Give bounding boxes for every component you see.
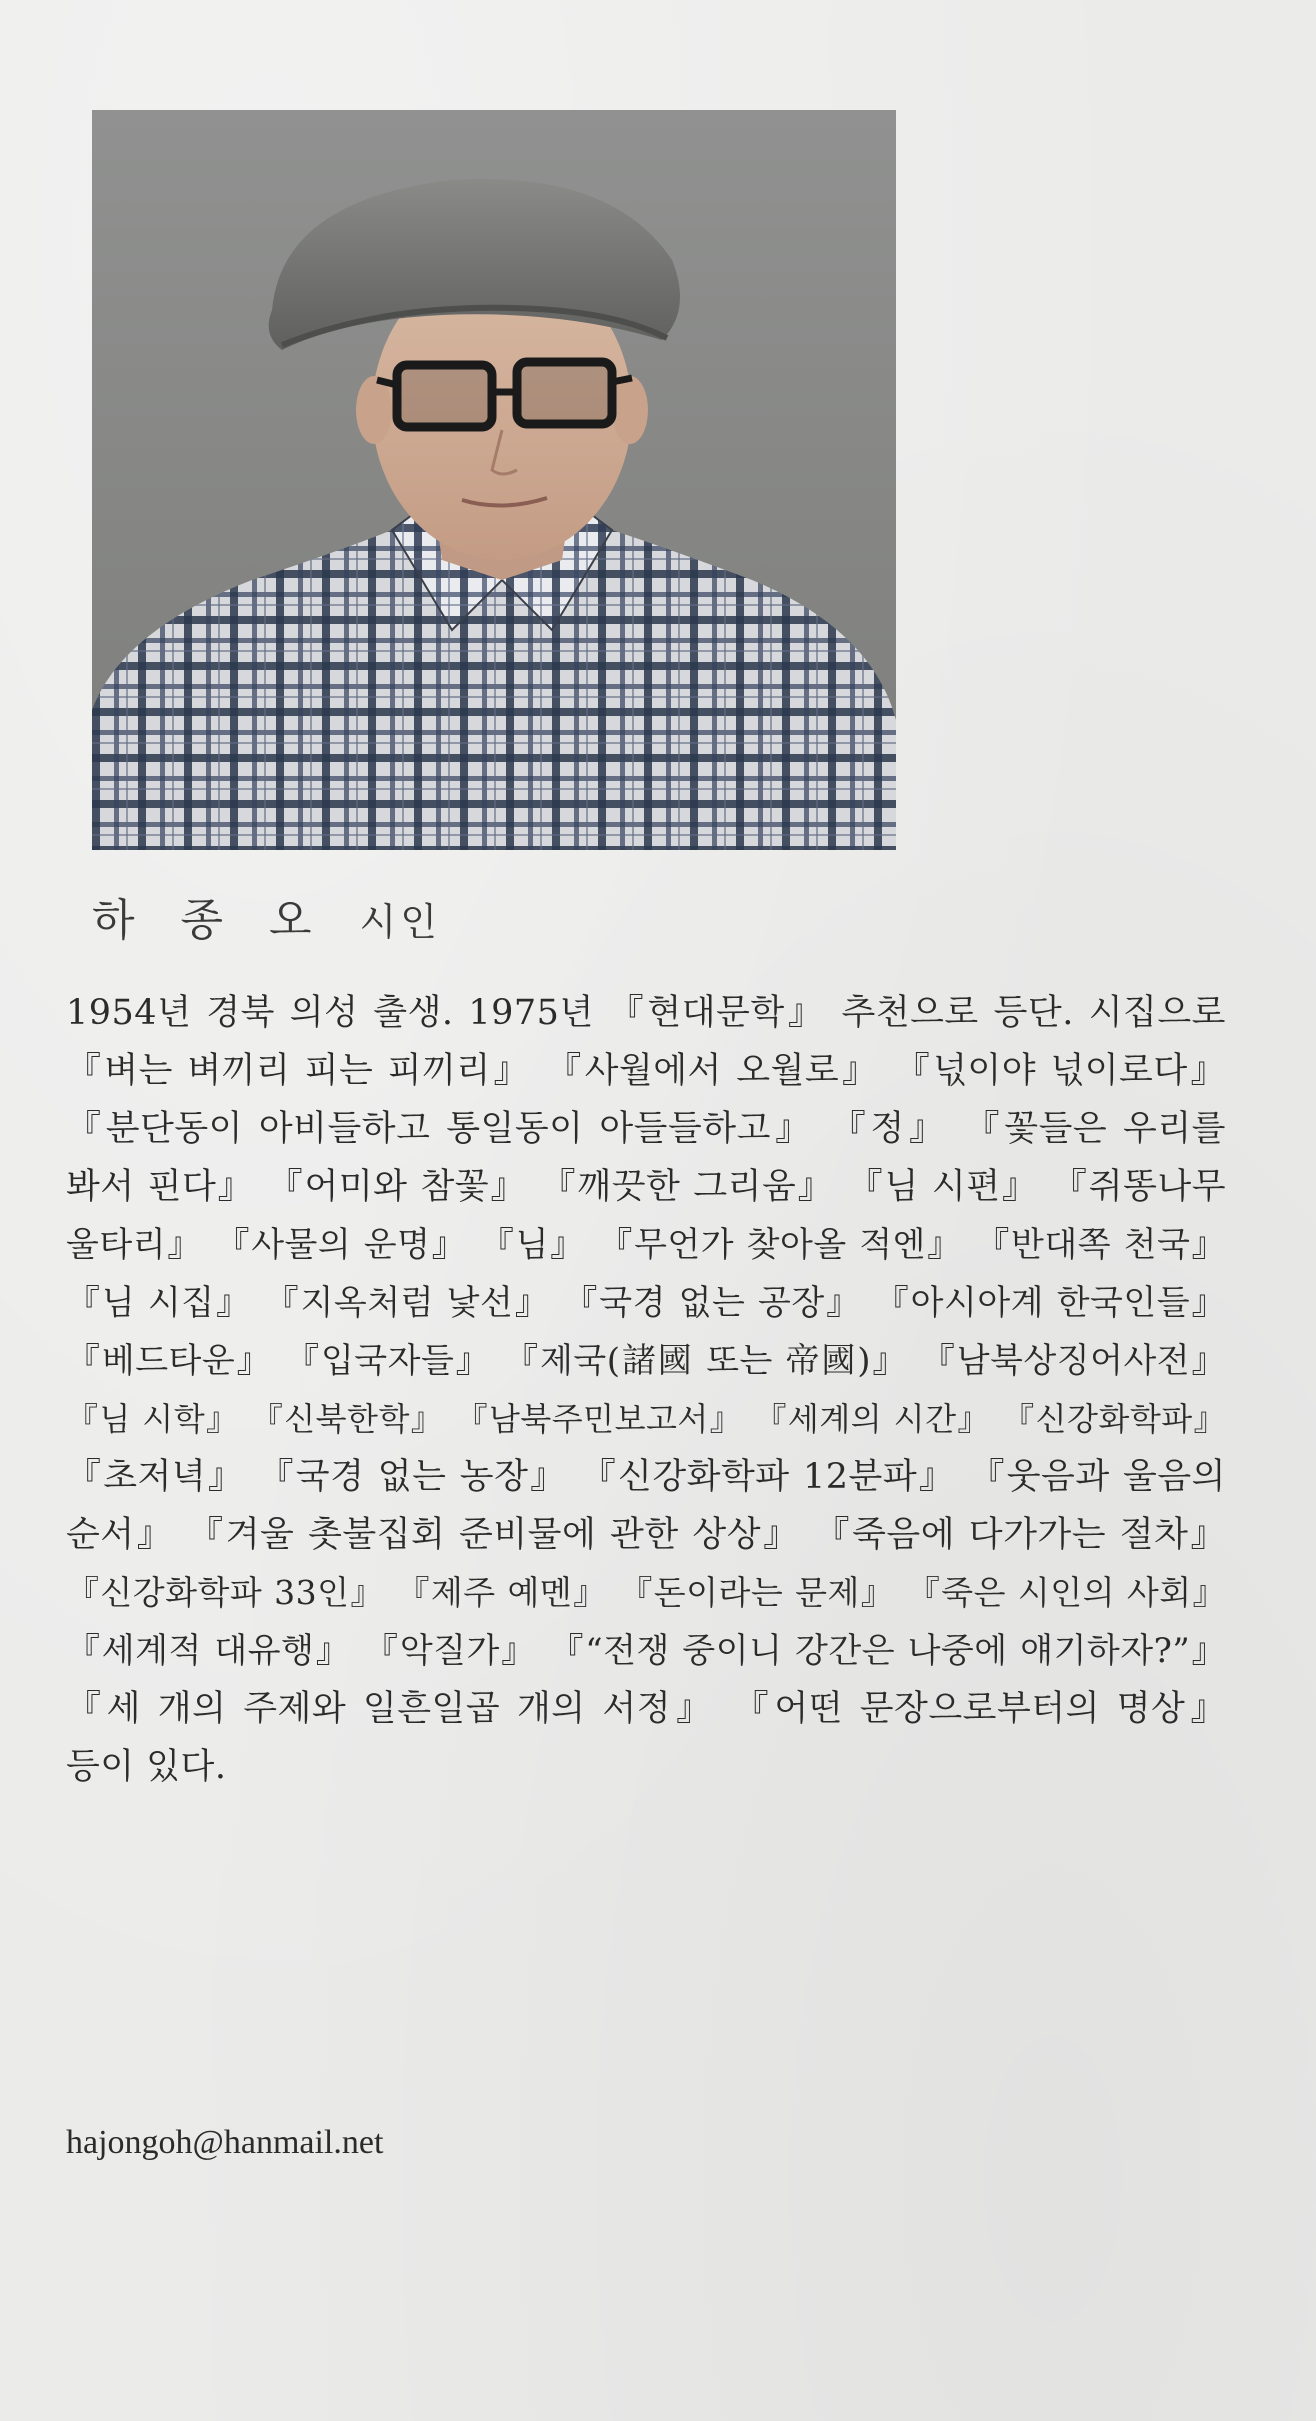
- bio-line: 1954년 경북 의성 출생. 1975년 『현대문학』 추천으로 등단. 시집으로: [66, 993, 1226, 1033]
- author-photo: [92, 110, 896, 850]
- bio-line: 『님 시학』 『신북한학』 『남북주민보고서』 『세계의 시간』 『신강화학파』: [66, 1400, 1226, 1438]
- author-email: hajongoh@hanmail.net: [66, 2124, 384, 2161]
- author-name: 하 종 오: [92, 895, 328, 946]
- bio-line: 『님 시집』 『지옥처럼 낯선』 『국경 없는 공장』 『아시아계 한국인들』: [66, 1283, 1226, 1323]
- bio-line: 울타리』 『사물의 운명』 『님』 『무언가 찾아올 적엔』 『반대쪽 천국』: [66, 1225, 1226, 1265]
- author-bio: [66, 984, 1226, 1796]
- author-heading: [92, 884, 441, 954]
- bio-line: 『초저녁』 『국경 없는 농장』 『신강화학파 12분파』 『웃음과 울음의: [66, 1457, 1226, 1497]
- bio-line: 『신강화학파 33인』 『제주 예멘』 『돈이라는 문제』 『죽은 시인의 사회』: [66, 1573, 1226, 1612]
- author-portrait-image: [92, 110, 896, 850]
- bio-line: 『세계적 대유행』 『악질가』 『“전쟁 중이니 강간은 나중에 얘기하자?”』: [66, 1631, 1226, 1671]
- bio-line: 『베드타운』 『입국자들』 『제국(諸國 또는 帝國)』 『남북상징어사전』: [66, 1341, 1226, 1381]
- bio-line: 『분단동이 아비들하고 통일동이 아들들하고』 『정』 『꽃들은 우리를: [66, 1109, 1226, 1149]
- bio-line: 봐서 핀다』 『어미와 참꽃』 『깨끗한 그리움』 『님 시편』 『쥐똥나무: [66, 1167, 1226, 1207]
- bio-line: 『세 개의 주제와 일흔일곱 개의 서정』 『어떤 문장으로부터의 명상』: [66, 1689, 1226, 1729]
- bio-line: 등이 있다.: [66, 1747, 227, 1787]
- bio-line: 『벼는 벼끼리 피는 피끼리』 『사월에서 오월로』 『넋이야 넋이로다』: [66, 1051, 1226, 1091]
- author-title: 시인: [359, 900, 441, 944]
- bio-line: 순서』 『겨울 촛불집회 준비물에 관한 상상』 『죽음에 다가가는 절차』: [66, 1515, 1226, 1555]
